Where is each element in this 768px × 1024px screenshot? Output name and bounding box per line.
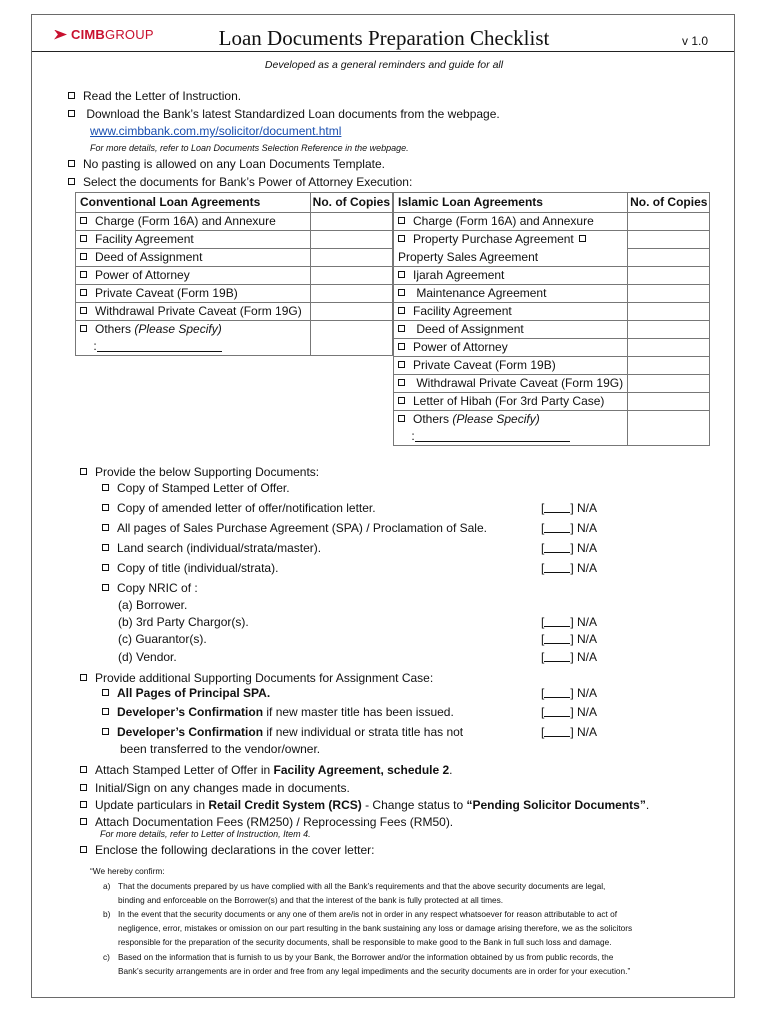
declaration-text: binding and enforceable on the Borrower(s) and that the interest of the bank is fully protected at all times.	[118, 895, 504, 905]
checkbox[interactable]	[398, 361, 405, 368]
checkbox[interactable]	[80, 766, 87, 773]
checkbox[interactable]	[102, 584, 109, 591]
nric-item: (c) Guarantor(s).	[118, 632, 207, 646]
table-row: Maintenance Agreement	[394, 285, 710, 303]
checkbox[interactable]	[80, 846, 87, 853]
copies-header: No. of Copies	[628, 193, 710, 213]
assignment-item: All Pages of Principal SPA.	[102, 686, 270, 700]
cimb-logo: CIMB GROUP	[54, 27, 154, 42]
checkbox[interactable]	[80, 468, 87, 475]
table-row: Others (Please Specify) :	[76, 321, 393, 356]
checkbox[interactable]	[102, 524, 109, 531]
conventional-header: Conventional Loan Agreements	[76, 193, 311, 213]
supporting-item: All pages of Sales Purchase Agreement (SPA) / Proclamation of Sale.	[102, 521, 487, 535]
others-input[interactable]	[415, 431, 570, 442]
copies-cell[interactable]	[310, 249, 392, 267]
table-row: Facility Agreement	[76, 231, 393, 249]
others-input[interactable]	[97, 341, 222, 352]
table-row: Power of Attorney	[76, 267, 393, 285]
supporting-title: Provide the below Supporting Documents:	[80, 465, 319, 479]
table-row: Private Caveat (Form 19B)	[394, 357, 710, 375]
declaration-label: b)	[103, 909, 111, 919]
copies-cell[interactable]	[310, 231, 392, 249]
copies-cell[interactable]	[628, 321, 710, 339]
na-field[interactable]: [ ] N/A	[541, 725, 598, 739]
copies-cell[interactable]	[628, 411, 710, 446]
checkbox[interactable]	[579, 235, 586, 242]
na-field[interactable]: [ ] N/A	[541, 705, 598, 719]
step-select-documents: Select the documents for Bank’s Power of Attorney Execution:	[68, 175, 412, 189]
copies-cell[interactable]	[628, 303, 710, 321]
checkbox[interactable]	[102, 504, 109, 511]
final-step: Enclose the following declarations in the cover letter:	[80, 843, 375, 857]
assignment-item: Developer’s Confirmation if new master title has been issued.	[102, 705, 454, 719]
copies-cell[interactable]	[628, 285, 710, 303]
checkbox[interactable]	[398, 343, 405, 350]
declaration-text: responsible for the preparation of the security documents, shall be responsible to make good to the Bank in full such loss and damage.	[118, 937, 612, 947]
final-step: Update particulars in Retail Credit System (RCS) - Change status to “Pending Solicitor Documents”.	[80, 798, 649, 812]
declaration-label: c)	[103, 952, 110, 962]
copies-cell[interactable]	[628, 231, 710, 249]
table-row: Property Purchase Agreement	[394, 231, 710, 249]
table-row: Facility Agreement	[394, 303, 710, 321]
checkbox[interactable]	[398, 397, 405, 404]
checkbox[interactable]	[398, 379, 405, 386]
table-row: Ijarah Agreement	[394, 267, 710, 285]
table-row: Charge (Form 16A) and Annexure	[76, 213, 393, 231]
header-divider	[32, 51, 734, 52]
copies-cell[interactable]	[310, 303, 392, 321]
copies-cell[interactable]	[628, 375, 710, 393]
checkbox[interactable]	[80, 784, 87, 791]
table-row: Private Caveat (Form 19B)	[76, 285, 393, 303]
table-row: Deed of Assignment	[394, 321, 710, 339]
table-row: Property Sales Agreement	[394, 249, 710, 267]
step-download: Download the Bank’s latest Standardized Loan documents from the webpage.	[68, 107, 500, 121]
copies-cell[interactable]	[628, 249, 710, 267]
copies-cell[interactable]	[310, 285, 392, 303]
checkbox[interactable]	[102, 689, 109, 696]
table-row: Withdrawal Private Caveat (Form 19G)	[394, 375, 710, 393]
checkbox[interactable]	[80, 325, 87, 332]
checkbox[interactable]	[398, 289, 405, 296]
checkbox[interactable]	[102, 728, 109, 735]
final-step: Attach Documentation Fees (RM250) / Reprocessing Fees (RM50).	[80, 815, 453, 829]
checkbox[interactable]	[68, 178, 75, 185]
supporting-item: Copy NRIC of :	[102, 581, 198, 595]
na-field[interactable]: [ ] N/A	[541, 521, 598, 535]
supporting-item: Land search (individual/strata/master).	[102, 541, 321, 555]
islamic-table	[393, 192, 710, 446]
checkbox[interactable]	[80, 674, 87, 681]
nric-item: (d) Vendor.	[118, 650, 177, 664]
table-row: Others (Please Specify) :	[394, 411, 710, 446]
step-no-pasting: No pasting is allowed on any Loan Documents Template.	[68, 157, 385, 171]
na-field[interactable]: [ ] N/A	[541, 632, 598, 646]
download-note: For more details, refer to Loan Documents Selection Reference in the webpage.	[90, 143, 409, 153]
page-title: Loan Documents Preparation Checklist	[218, 26, 550, 50]
checkbox[interactable]	[80, 217, 87, 224]
copies-cell[interactable]	[310, 267, 392, 285]
na-field[interactable]: [ ] N/A	[541, 561, 598, 575]
checkbox[interactable]	[80, 307, 87, 314]
table-row: Power of Attorney	[394, 339, 710, 357]
declaration-text: That the documents prepared by us have complied with all the Bank’s requirements and that the above security documents are legal,	[118, 881, 606, 891]
checkbox[interactable]	[80, 253, 87, 260]
checkbox[interactable]	[398, 271, 405, 278]
page-subtitle: Developed as a general reminders and guide for all	[264, 59, 504, 71]
fees-note: For more details, refer to Letter of Instruction, Item 4.	[100, 829, 311, 839]
assignment-title: Provide additional Supporting Documents for Assignment Case:	[80, 671, 433, 685]
copies-cell[interactable]	[628, 357, 710, 375]
na-field[interactable]: [ ] N/A	[541, 686, 598, 700]
na-field[interactable]: [ ] N/A	[541, 650, 598, 664]
table-row: Letter of Hibah (For 3rd Party Case)	[394, 393, 710, 411]
checkbox[interactable]	[80, 271, 87, 278]
checkbox[interactable]	[80, 818, 87, 825]
copies-cell[interactable]	[628, 339, 710, 357]
declaration-intro: “We hereby confirm:	[90, 866, 165, 876]
copies-cell[interactable]	[628, 213, 710, 231]
checkbox[interactable]	[80, 801, 87, 808]
islamic-header: Islamic Loan Agreements	[394, 193, 628, 213]
supporting-item: Copy of amended letter of offer/notification letter.	[102, 501, 376, 515]
checkbox[interactable]	[68, 92, 75, 99]
checkbox[interactable]	[80, 235, 87, 242]
na-field[interactable]: [ ] N/A	[541, 501, 598, 515]
checkbox[interactable]	[398, 235, 405, 242]
checkbox[interactable]	[398, 415, 405, 422]
conventional-table	[75, 192, 393, 356]
checkbox[interactable]	[102, 564, 109, 571]
na-field[interactable]: [ ] N/A	[541, 541, 598, 555]
checkbox[interactable]	[68, 110, 75, 117]
copies-cell[interactable]	[310, 321, 392, 356]
supporting-item: Copy of title (individual/strata).	[102, 561, 278, 575]
step-read-instruction: Read the Letter of Instruction.	[68, 89, 241, 103]
copies-cell[interactable]	[310, 213, 392, 231]
checkbox[interactable]	[398, 217, 405, 224]
na-field[interactable]: [ ] N/A	[541, 615, 598, 629]
declaration-label: a)	[103, 881, 111, 891]
declaration-text: In the event that the security documents or any one of them are/is not in order in any respect whatsoever for reason attributable to act of	[118, 909, 618, 919]
version-label: v 1.0	[681, 34, 708, 48]
checkbox[interactable]	[102, 484, 109, 491]
declaration-text: Based on the information that is furnish to us by your Bank, the Borrower and/or the information obtained by us from public records, the	[118, 952, 614, 962]
final-step: Initial/Sign on any changes made in documents.	[80, 781, 350, 795]
declaration-text: negligence, error, mistakes or omission on our part resulting in the bank sustaining any loss or damage arising therefore, we as the solicitors	[118, 923, 633, 933]
checkbox[interactable]	[68, 160, 75, 167]
copies-header: No. of Copies	[310, 193, 392, 213]
copies-cell[interactable]	[628, 393, 710, 411]
final-step: Attach Stamped Letter of Offer in Facility Agreement, schedule 2.	[80, 763, 453, 777]
supporting-item: Copy of Stamped Letter of Offer.	[102, 481, 290, 495]
copies-cell[interactable]	[628, 267, 710, 285]
assignment-item-cont: been transferred to the vendor/owner.	[120, 742, 321, 756]
table-row: Withdrawal Private Caveat (Form 19G)	[76, 303, 393, 321]
checkbox[interactable]	[398, 325, 405, 332]
table-row: Deed of Assignment	[76, 249, 393, 267]
checkbox[interactable]	[80, 289, 87, 296]
assignment-item: Developer’s Confirmation if new individual or strata title has not	[102, 725, 463, 739]
checkbox[interactable]	[102, 544, 109, 551]
solicitor-document-link[interactable]: www.cimbbank.com.my/solicitor/document.html	[90, 124, 342, 138]
nric-item: (a) Borrower.	[118, 598, 188, 612]
table-row: Charge (Form 16A) and Annexure	[394, 213, 710, 231]
checkbox[interactable]	[102, 708, 109, 715]
nric-item: (b) 3rd Party Chargor(s).	[118, 615, 249, 629]
declaration-text: Bank’s security arrangements are in order and free from any legal impediments and the security documents are in order for your execution.”	[118, 966, 631, 976]
checkbox[interactable]	[398, 307, 405, 314]
